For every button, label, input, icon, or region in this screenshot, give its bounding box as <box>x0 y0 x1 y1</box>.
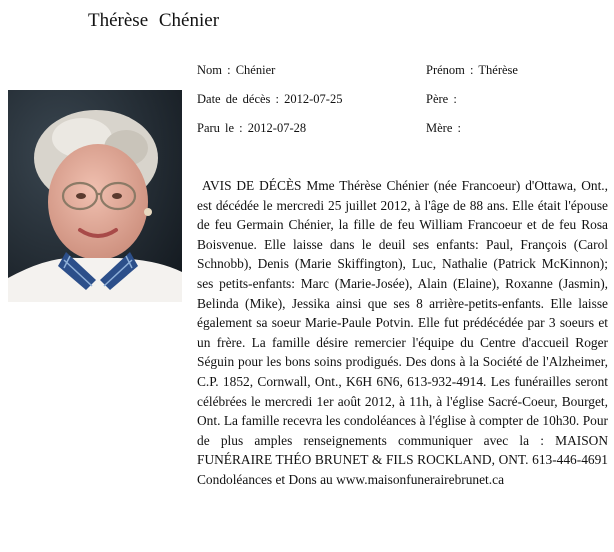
field-date-deces: Date de décès : 2012-07-25 <box>197 92 343 106</box>
field-mere: Mère : <box>426 121 461 135</box>
field-pere: Père : <box>426 92 457 106</box>
field-prenom: Prénom : Thérèse <box>426 63 518 77</box>
notice-paragraph: AVIS DE DÉCÈS Mme Thérèse Chénier (née Francoeur) d'Ottawa, Ont., est décédée le mercredi 25 juillet 2012, à l'âge de 88 ans. Elle était l'épouse de feu Germain Chénier, la fille de feu William Francoeur et de feu Rosa Boisvenue. Elle laisse dans le deuil ses enfants: Paul, François (Carol Schnobb), Denis (Marie Skiffington), Luc, Nathalie (Patrick McKinnon); ses petits-enfants: Marc (Marie-Josée), Alain (Elaine), Roxanne (Jasmin), Belinda (Mike), Jessika ainsi que ses 8 arrière-petits-enfants. Elle laisse également sa soeur Marie-Paule Potvin. Elle fut prédécédée par 3 soeurs et un frère. La famille désire remercier l'équipe du Centre d'accueil Roger Séguin pour les bons soins prodigués. Des dons à la Société de l'Alzheimer, C.P. 1852, Cornwall, Ont., K6H 6N6, 613-932-4914. Les funérailles seront célébrées le mercredi 1er août 2012, à 11h, à l'église Sacré-Coeur, Bourget, Ont. La famille recevra les condoléances à l'église à compter de 10h30. Pour de plus amples renseignements communiquer avec la : MAISON FUNÉRAIRE THÉO BRUNET & FILS ROCKLAND, ONT. 613-446-4691 Condoléances et Dons au www.maisonfunerairebrunet.ca <box>197 178 608 487</box>
portrait-photo <box>8 90 182 302</box>
page-title: Thérèse Chénier <box>88 10 220 31</box>
field-nom: Nom : Chénier <box>197 63 276 77</box>
obituary-text <box>197 176 608 490</box>
field-paru-le: Paru le : 2012-07-28 <box>197 121 307 135</box>
